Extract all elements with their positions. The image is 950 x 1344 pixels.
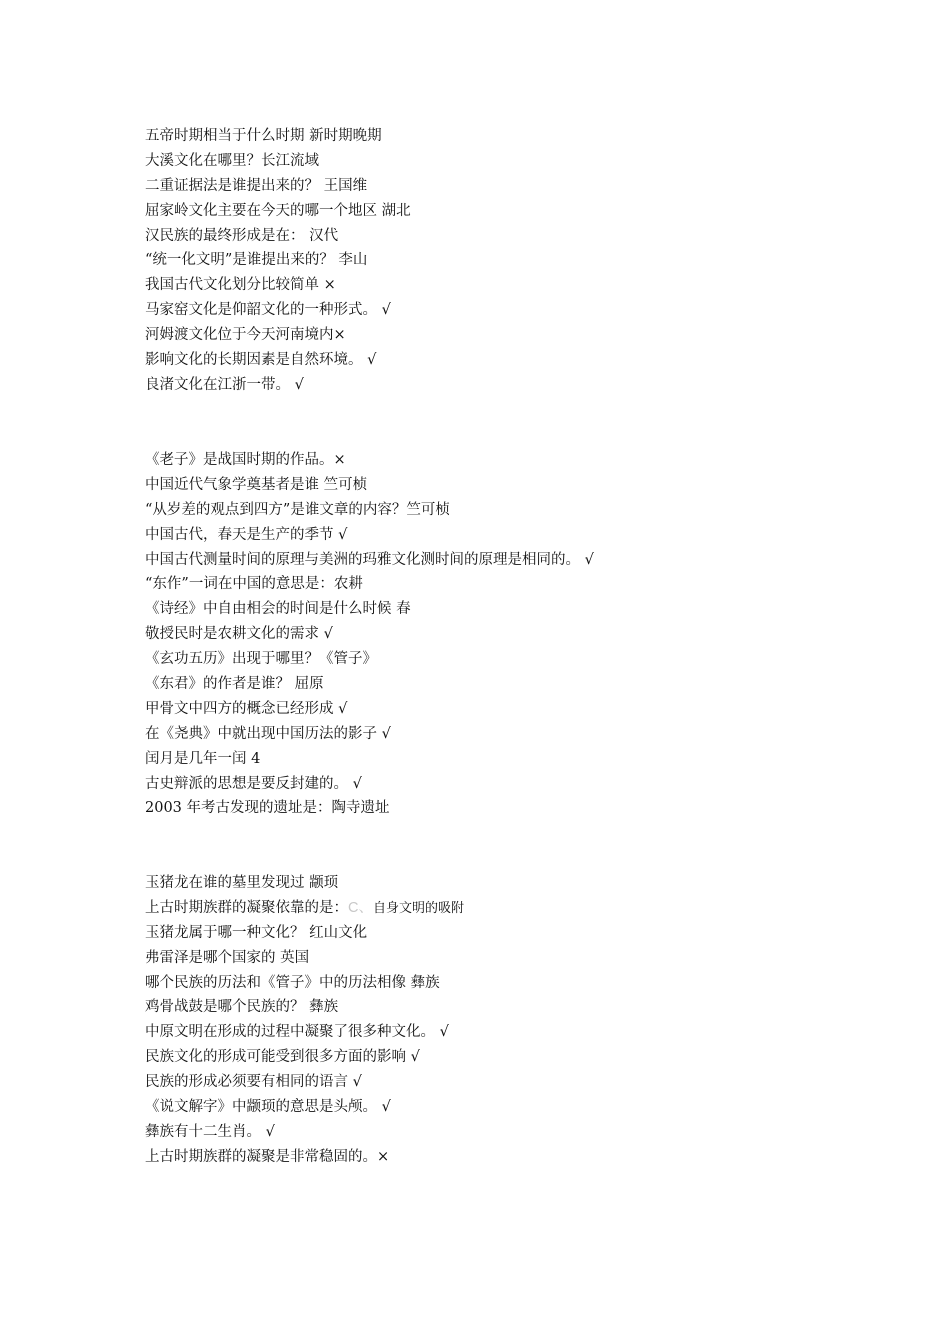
qa-line: 在《尧典》中就出现中国历法的影子 √ [145, 725, 391, 742]
qa-line: 《说文解字》中颛顼的意思是头颅。 √ [145, 1099, 391, 1116]
qa-line: 民族文化的形成可能受到很多方面的影响 √ [145, 1049, 420, 1066]
qa-line: 《诗经》中自由相会的时间是什么时候 春 [145, 601, 411, 618]
qa-line: 《玄功五历》出现于哪里？《管子》 [145, 651, 377, 668]
qa-line: 玉猪龙在谁的墓里发现过 颛顼 [145, 875, 339, 891]
section-1 [145, 124, 845, 398]
qa-line: 屈家岭文化主要在今天的哪一个地区 湖北 [145, 202, 411, 219]
qa-line: “统一化文明”是谁提出来的？ 李山 [145, 252, 368, 269]
qa-line: 哪个民族的历法和《管子》中的历法相像 彝族 [145, 974, 440, 991]
qa-line: 民族的形成必须要有相同的语言 √ [145, 1074, 362, 1091]
qa-line: 河姆渡文化位于今天河南境内× [145, 327, 346, 344]
qa-line: 《东君》的作者是谁？ 屈原 [145, 676, 324, 693]
qa-line: 中国近代气象学奠基者是谁 竺可桢 [145, 476, 368, 493]
qa-line: 闰月是几年一闰 4 [145, 750, 261, 767]
qa-line: 我国古代文化划分比较简单 × [145, 277, 336, 294]
answer-text: 自身文明的吸附 [372, 900, 464, 916]
qa-line: 弗雷泽是哪个国家的 英国 [145, 949, 310, 966]
qa-line: “东作”一词在中国的意思是：农耕 [145, 576, 363, 593]
qa-line: 彝族有十二生肖。 √ [145, 1123, 275, 1140]
qa-line: 上古时期族群的凝聚是非常稳固的。× [145, 1148, 390, 1165]
qa-line: 鸡骨战鼓是哪个民族的？ 彝族 [145, 999, 339, 1016]
qa-line: 中原文明在形成的过程中凝聚了很多种文化。 √ [145, 1024, 449, 1041]
qa-line: 敬授民时是农耕文化的需求 √ [145, 626, 333, 643]
qa-line: 中国古代测量时间的原理与美洲的玛雅文化测时间的原理是相同的。 √ [145, 551, 594, 568]
qa-line: 2003 年考古发现的遗址是：陶寺遗址 [145, 800, 390, 817]
qa-line: 马家窑文化是仰韶文化的一种形式。 √ [145, 302, 391, 319]
qa-line: 影响文化的长期因素是自然环境。 √ [145, 352, 377, 369]
qa-line-multiple-choice [145, 896, 845, 921]
qa-line: 《老子》是战国时期的作品。× [145, 452, 346, 468]
qa-line: 古史辩派的思想是要反封建的。 √ [145, 775, 362, 792]
qa-line: “从岁差的观点到四方”是谁文章的内容？竺可桢 [145, 501, 450, 518]
qa-line: 二重证据法是谁提出来的？ 王国维 [145, 177, 368, 194]
qa-line: 汉民族的最终形成是在： 汉代 [145, 227, 339, 244]
question-text: 上古时期族群的凝聚依靠的是： [145, 899, 348, 916]
qa-line: 良渚文化在江浙一带。 √ [145, 376, 304, 393]
qa-line: 五帝时期相当于什么时期 新时期晚期 [145, 128, 382, 144]
qa-line: 玉猪龙属于哪一种文化？ 红山文化 [145, 924, 368, 941]
qa-line: 甲骨文中四方的概念已经形成 √ [145, 700, 348, 717]
qa-line: 大溪文化在哪里？长江流域 [145, 152, 319, 169]
section-2 [145, 448, 845, 821]
section-3 [145, 871, 845, 1170]
qa-line: 中国古代，春天是生产的季节 √ [145, 526, 348, 543]
option-letter: C、 [348, 899, 373, 916]
